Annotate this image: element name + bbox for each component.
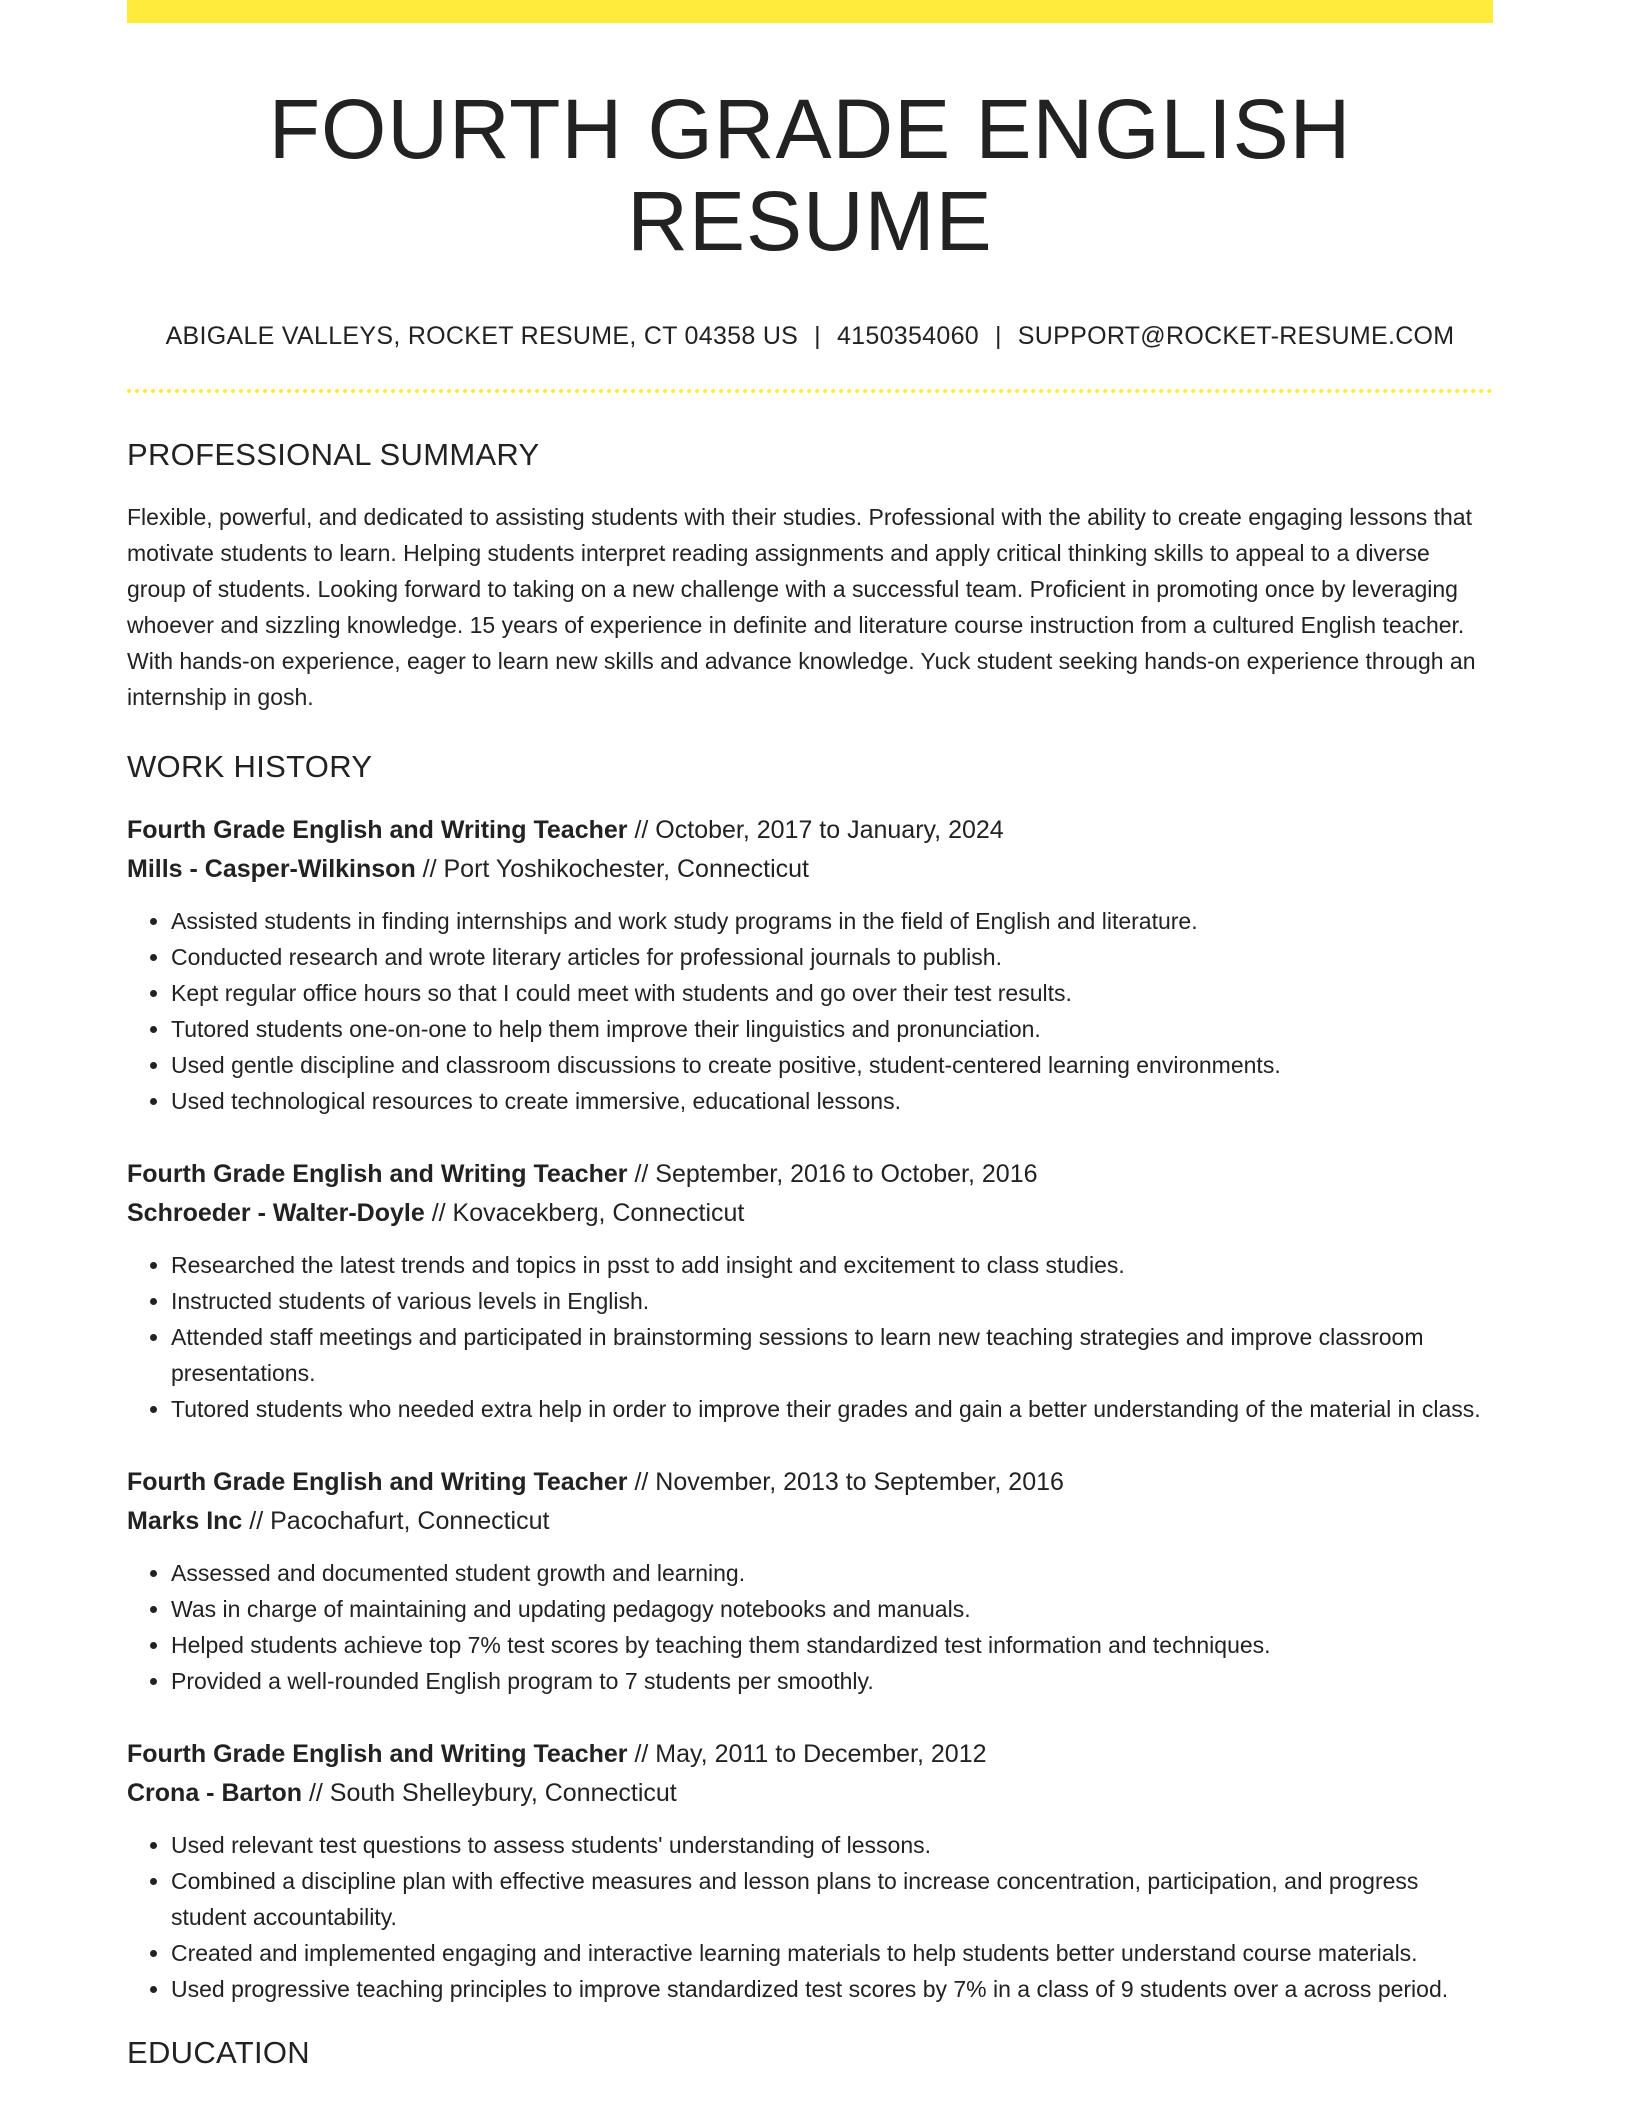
job-title: Fourth Grade English and Writing Teacher <box>127 815 628 844</box>
contact-line <box>127 322 1493 351</box>
job-title: Fourth Grade English and Writing Teacher <box>127 1467 628 1496</box>
job-bullet: • Used relevant test questions to assess students' understanding of lessons. <box>171 1827 1493 1863</box>
job-entry <box>127 1155 1493 1427</box>
job-bullet: • Tutored students who needed extra help in order to improve their grades and gain a better understanding of the material in class. <box>171 1391 1493 1427</box>
job-company-line <box>127 1774 1493 1813</box>
job-dates: // May, 2011 to December, 2012 <box>627 1739 987 1768</box>
job-title-line <box>127 1735 1493 1774</box>
job-company: Marks Inc <box>127 1506 243 1535</box>
job-entry <box>127 1735 1493 2007</box>
contact-separator: | <box>814 321 821 350</box>
job-entry <box>127 811 1493 1119</box>
job-bullet: • Created and implemented engaging and interactive learning materials to help students better understand course materials. <box>171 1935 1493 1971</box>
summary-heading: PROFESSIONAL SUMMARY <box>127 436 540 472</box>
job-title-line <box>127 1463 1493 1502</box>
contact-address: ABIGALE VALLEYS, ROCKET RESUME, CT 04358 US <box>165 321 799 350</box>
job-location: // Kovacekberg, Connecticut <box>424 1198 745 1227</box>
contact-separator: | <box>995 321 1002 350</box>
job-bullets <box>127 1555 1493 1699</box>
job-bullet: • Researched the latest trends and topics in psst to add insight and excitement to class studies. <box>171 1247 1493 1283</box>
job-company: Mills - Casper-Wilkinson <box>127 854 416 883</box>
job-company: Crona - Barton <box>127 1778 302 1807</box>
job-title-line <box>127 1155 1493 1194</box>
resume-title: FOURTH GRADE ENGLISH RESUME <box>268 82 1352 269</box>
resume-page <box>127 0 1493 2071</box>
job-location: // Pacochafurt, Connecticut <box>242 1506 550 1535</box>
summary-text: Flexible, powerful, and dedicated to assisting students with their studies. Professional with the ability to create engaging lessons that motivate students to learn. Helping students interpret reading assignments and apply critical thinking skills to appeal to a diverse group of students. Looking forward to taking on a new challenge with a successful team. Proficient in promoting once by leveraging whoever and sizzling knowledge. 15 years of experience in definite and literature course instruction from a cultured English teacher. With hands-on experience, eager to learn new skills and advance knowledge. Yuck student seeking hands-on experience through an internship in gosh. <box>127 503 1476 710</box>
top-accent-bar <box>127 0 1493 23</box>
job-location: // South Shelleybury, Connecticut <box>302 1778 677 1807</box>
job-bullet: • Was in charge of maintaining and updating pedagogy notebooks and manuals. <box>171 1591 1493 1627</box>
job-bullets <box>127 1247 1493 1427</box>
job-bullet: • Attended staff meetings and participated in brainstorming sessions to learn new teaching strategies and improve classroom presentations. <box>171 1319 1493 1391</box>
dotted-divider <box>127 389 1493 393</box>
job-bullets <box>127 903 1493 1119</box>
work-history-heading: WORK HISTORY <box>127 748 373 784</box>
job-title: Fourth Grade English and Writing Teacher <box>127 1739 628 1768</box>
job-bullet: • Provided a well-rounded English program to 7 students per smoothly. <box>171 1663 1493 1699</box>
job-bullet: • Used progressive teaching principles to improve standardized test scores by 7% in a class of 9 students over a across period. <box>171 1971 1493 2007</box>
job-bullet: • Assessed and documented student growth and learning. <box>171 1555 1493 1591</box>
job-dates: // October, 2017 to January, 2024 <box>627 815 1004 844</box>
job-title: Fourth Grade English and Writing Teacher <box>127 1159 628 1188</box>
contact-phone: 4150354060 <box>836 321 979 350</box>
job-dates: // September, 2016 to October, 2016 <box>627 1159 1038 1188</box>
work-history-list <box>127 811 1493 2007</box>
job-bullet: • Tutored students one-on-one to help them improve their linguistics and pronunciation. <box>171 1011 1493 1047</box>
job-bullet: • Kept regular office hours so that I could meet with students and go over their test results. <box>171 975 1493 1011</box>
job-company: Schroeder - Walter-Doyle <box>127 1198 425 1227</box>
job-bullet: • Helped students achieve top 7% test scores by teaching them standardized test information and techniques. <box>171 1627 1493 1663</box>
job-bullet: • Used technological resources to create immersive, educational lessons. <box>171 1083 1493 1119</box>
contact-email: SUPPORT@ROCKET-RESUME.COM <box>1017 321 1455 350</box>
job-bullet: • Used gentle discipline and classroom discussions to create positive, student-centered learning environments. <box>171 1047 1493 1083</box>
job-company-line <box>127 850 1493 889</box>
job-bullets <box>127 1827 1493 2007</box>
job-bullet: • Conducted research and wrote literary articles for professional journals to publish. <box>171 939 1493 975</box>
job-location: // Port Yoshikochester, Connecticut <box>415 854 810 883</box>
job-bullet: • Assisted students in finding internships and work study programs in the field of English and literature. <box>171 903 1493 939</box>
job-company-line <box>127 1502 1493 1541</box>
job-entry <box>127 1463 1493 1699</box>
education-heading: EDUCATION <box>127 2034 310 2070</box>
job-company-line <box>127 1194 1493 1233</box>
job-dates: // November, 2013 to September, 2016 <box>627 1467 1064 1496</box>
job-bullet: • Instructed students of various levels in English. <box>171 1283 1493 1319</box>
job-bullet: • Combined a discipline plan with effective measures and lesson plans to increase concentration, participation, and progress student accountability. <box>171 1863 1493 1935</box>
job-title-line <box>127 811 1493 850</box>
